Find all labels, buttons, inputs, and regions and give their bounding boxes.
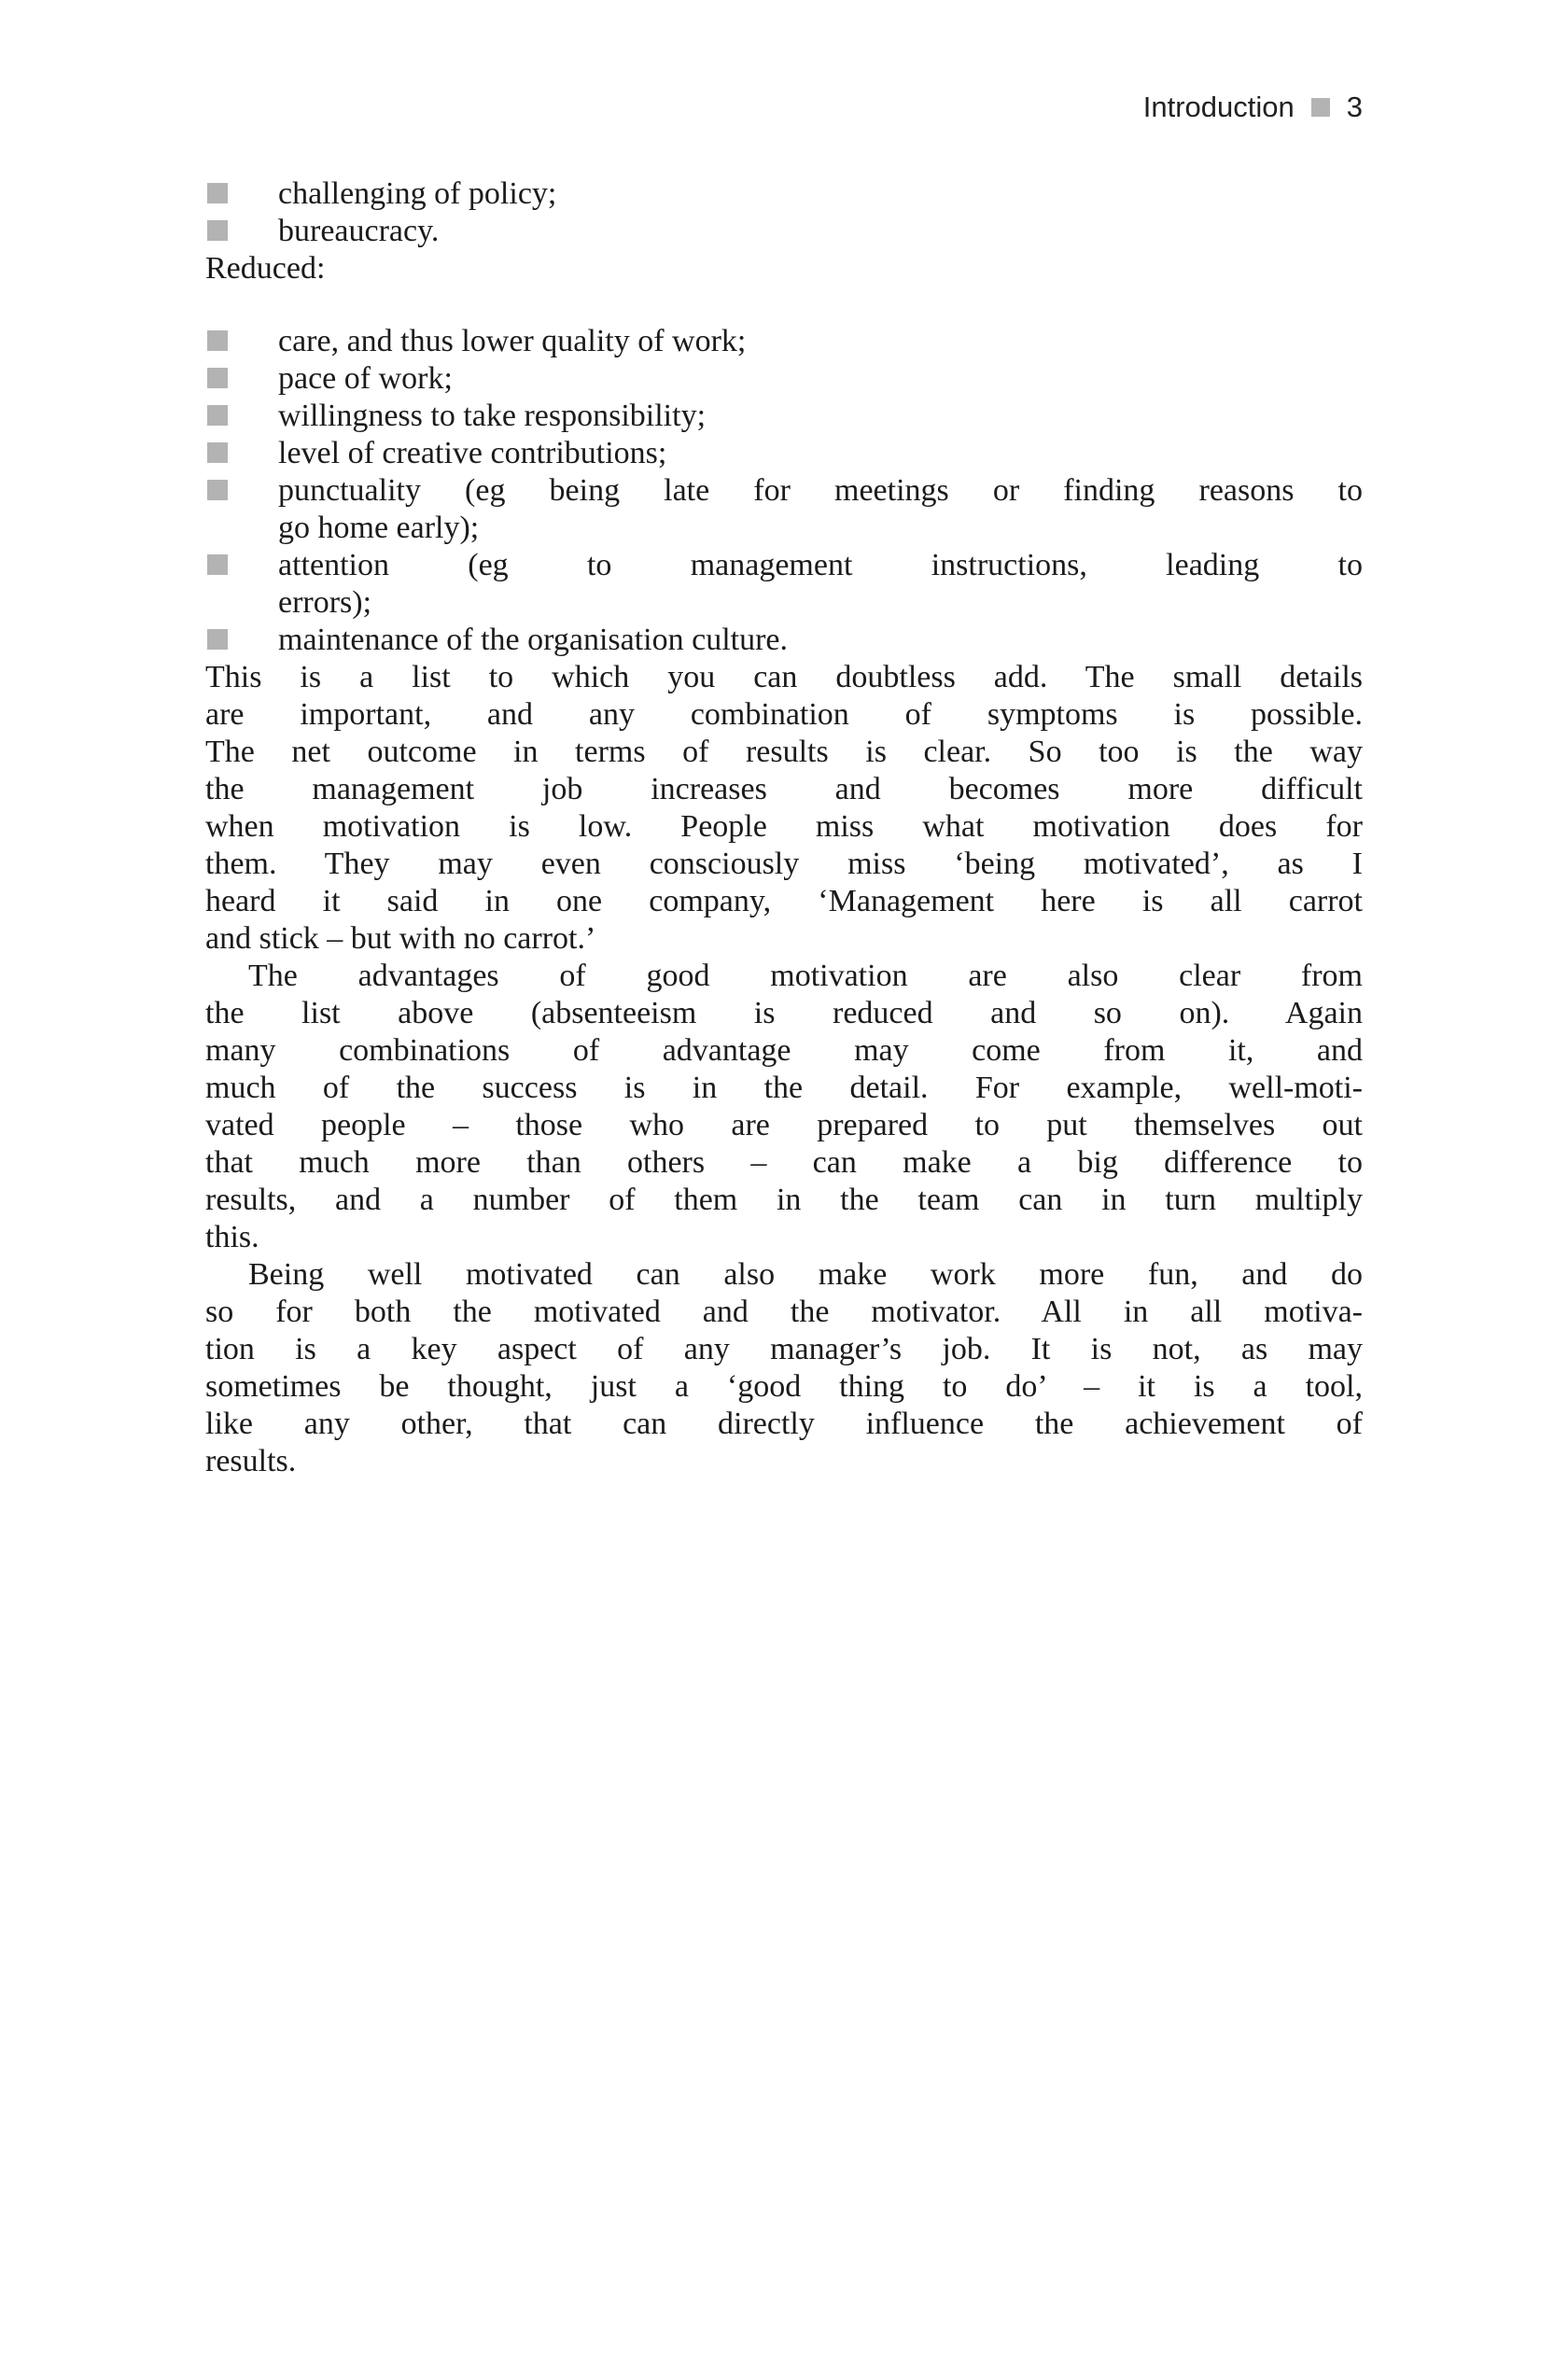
square-bullet-icon	[207, 480, 228, 500]
text-line: this.	[205, 1220, 259, 1254]
text-line: level of creative contributions;	[278, 436, 667, 470]
square-separator-icon	[1311, 98, 1330, 117]
square-bullet-icon	[207, 368, 228, 388]
text-line: that much more than others – can make a big difference to	[205, 1145, 1363, 1180]
text-line: maintenance of the organisation culture.	[278, 623, 789, 657]
text-line: sometimes be thought, just a ‘good thing to do’ – it is a tool,	[205, 1369, 1363, 1404]
reduced-list	[205, 323, 1363, 659]
symptom-list-top	[205, 175, 1363, 250]
text-line: are important, and any combination of symptoms is possible.	[205, 697, 1363, 732]
square-bullet-icon	[207, 554, 228, 575]
square-bullet-icon	[207, 442, 228, 463]
text-line: care, and thus lower quality of work;	[278, 324, 747, 358]
square-bullet-icon	[207, 183, 228, 203]
text-line: vated people – those who are prepared to put themselves out	[205, 1108, 1363, 1142]
paragraph	[205, 1256, 1363, 1480]
text-line: so for both the motivated and the motivator. All in all motiva-	[205, 1295, 1363, 1329]
text-line: like any other, that can directly influence the achievement of	[205, 1407, 1363, 1441]
paragraph	[205, 958, 1363, 1256]
running-header	[205, 90, 1363, 125]
square-bullet-icon	[207, 629, 228, 650]
bullet-list-item	[205, 323, 1363, 360]
text-line: them. They may even consciously miss ‘being motivated’, as I	[205, 847, 1363, 881]
bullet-list-item	[205, 175, 1363, 213]
text-line: challenging of policy;	[278, 176, 557, 211]
text-line: heard it said in one company, ‘Management here is all carrot	[205, 884, 1363, 918]
reduced-heading: Reduced:	[205, 251, 326, 286]
bullet-list-item	[205, 360, 1363, 398]
bullet-list-item	[205, 622, 1363, 659]
text-line: results, and a number of them in the team can in turn multiply	[205, 1183, 1363, 1217]
text-line: results.	[205, 1444, 297, 1478]
text-line: The advantages of good motivation are also clear from	[248, 959, 1363, 993]
text-line: Being well motivated can also make work more fun, and do	[248, 1257, 1363, 1292]
text-line: errors);	[278, 585, 372, 620]
square-bullet-icon	[207, 220, 228, 241]
text-line: when motivation is low. People miss what motivation does for	[205, 809, 1363, 844]
text-line: and stick – but with no carrot.’	[205, 921, 596, 956]
page-body	[205, 175, 1363, 1480]
running-header-section: Introduction	[1142, 91, 1295, 123]
bullet-list-item	[205, 547, 1363, 622]
text-line: go home early);	[278, 511, 480, 545]
text-line: willingness to take responsibility;	[278, 399, 707, 433]
bullet-list-item	[205, 213, 1363, 250]
text-line: the management job increases and becomes more difficult	[205, 772, 1363, 806]
text-line: much of the success is in the detail. For example, well-moti-	[205, 1071, 1363, 1105]
text-line: punctuality (eg being late for meetings or finding reasons to	[278, 473, 1363, 508]
bullet-list-item	[205, 398, 1363, 435]
bullet-list-item	[205, 435, 1363, 472]
square-bullet-icon	[207, 330, 228, 351]
text-line: The net outcome in terms of results is clear. So too is the way	[205, 735, 1363, 769]
text-line: tion is a key aspect of any manager’s job. It is not, as may	[205, 1332, 1363, 1366]
text-line: the list above (absenteeism is reduced and so on). Again	[205, 996, 1363, 1030]
text-line: pace of work;	[278, 361, 453, 396]
page-number: 3	[1346, 91, 1363, 123]
bullet-list-item	[205, 472, 1363, 547]
text-line: many combinations of advantage may come from it, and	[205, 1033, 1363, 1068]
text-line: attention (eg to management instructions, leading to	[278, 548, 1363, 582]
paragraph	[205, 659, 1363, 958]
text-line: This is a list to which you can doubtless add. The small details	[205, 660, 1363, 694]
body-paragraphs	[205, 659, 1363, 1480]
text-line: bureaucracy.	[278, 214, 440, 248]
square-bullet-icon	[207, 405, 228, 426]
